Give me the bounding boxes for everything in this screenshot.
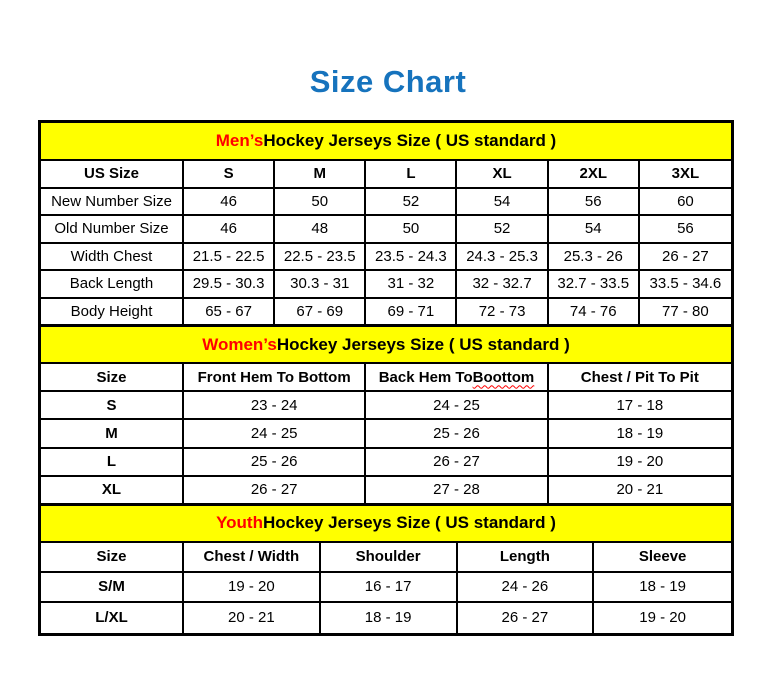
youth-cell: 20 - 21 bbox=[184, 603, 321, 633]
youth-size-cell: S/M bbox=[41, 573, 184, 603]
mens-cell: 46 bbox=[184, 216, 275, 244]
womens-cell: 24 - 25 bbox=[366, 392, 548, 420]
youth-cell: 19 - 20 bbox=[184, 573, 321, 603]
youth-section-header bbox=[41, 505, 731, 543]
womens-header-cell: Front Hem To Bottom bbox=[184, 364, 366, 392]
youth-cell: 18 - 19 bbox=[321, 603, 458, 633]
mens-header-cell: XL bbox=[457, 161, 548, 189]
mens-cell: 33.5 - 34.6 bbox=[640, 271, 731, 299]
page-title: Size Chart bbox=[309, 64, 467, 99]
youth-size-cell: L/XL bbox=[41, 603, 184, 633]
womens-size-cell: L bbox=[41, 449, 184, 477]
youth-title-rest: Hockey Jerseys Size ( US standard ) bbox=[262, 513, 556, 533]
mens-row-label: Body Height bbox=[41, 299, 184, 327]
youth-header-cell: Size bbox=[41, 543, 184, 573]
mens-cell: 24.3 - 25.3 bbox=[457, 244, 548, 272]
womens-section-header bbox=[41, 326, 731, 364]
mens-cell: 67 - 69 bbox=[275, 299, 366, 327]
womens-cell: 24 - 25 bbox=[184, 420, 366, 448]
mens-title-accent: Men’s bbox=[215, 131, 264, 150]
womens-cell: 19 - 20 bbox=[549, 449, 731, 477]
womens-cell: 25 - 26 bbox=[184, 449, 366, 477]
mens-cell: 48 bbox=[275, 216, 366, 244]
youth-header-cell: Chest / Width bbox=[184, 543, 321, 573]
womens-title-accent: Women’s bbox=[202, 334, 277, 354]
mens-cell: 50 bbox=[366, 216, 457, 244]
mens-cell: 56 bbox=[640, 216, 731, 244]
womens-cell: 20 - 21 bbox=[549, 477, 731, 505]
youth-header-cell: Shoulder bbox=[321, 543, 458, 573]
mens-cell: 69 - 71 bbox=[366, 299, 457, 327]
mens-cell: 74 - 76 bbox=[549, 299, 640, 327]
womens-cell: 26 - 27 bbox=[184, 477, 366, 505]
mens-table bbox=[41, 161, 731, 326]
mens-cell: 22.5 - 23.5 bbox=[275, 244, 366, 272]
mens-cell: 50 bbox=[275, 189, 366, 217]
womens-header-cell: Chest / Pit To Pit bbox=[549, 364, 731, 392]
mens-header-cell: L bbox=[366, 161, 457, 189]
womens-cell: 25 - 26 bbox=[366, 420, 548, 448]
mens-cell: 72 - 73 bbox=[457, 299, 548, 327]
mens-cell: 31 - 32 bbox=[366, 271, 457, 299]
mens-cell: 32 - 32.7 bbox=[457, 271, 548, 299]
womens-size-cell: XL bbox=[41, 477, 184, 505]
mens-cell: 32.7 - 33.5 bbox=[549, 271, 640, 299]
mens-cell: 54 bbox=[549, 216, 640, 244]
mens-row-label: New Number Size bbox=[41, 189, 184, 217]
back-hem-typo-word: Boottom bbox=[472, 368, 535, 386]
mens-cell: 25.3 - 26 bbox=[549, 244, 640, 272]
size-chart bbox=[38, 120, 734, 636]
mens-row-label: Back Length bbox=[41, 271, 184, 299]
mens-cell: 65 - 67 bbox=[184, 299, 275, 327]
womens-cell: 18 - 19 bbox=[549, 420, 731, 448]
mens-header-cell: US Size bbox=[41, 161, 184, 189]
womens-size-cell: M bbox=[41, 420, 184, 448]
youth-cell: 19 - 20 bbox=[639, 609, 686, 627]
mens-header-cell: 3XL bbox=[640, 161, 731, 189]
mens-header-cell: 2XL bbox=[549, 161, 640, 189]
mens-cell: 23.5 - 24.3 bbox=[366, 244, 457, 272]
womens-cell: 27 - 28 bbox=[366, 477, 548, 505]
youth-header-cell: Length bbox=[458, 543, 595, 573]
youth-cell: 16 - 17 bbox=[321, 573, 458, 603]
mens-cell: 54 bbox=[457, 189, 548, 217]
mens-cell: 26 - 27 bbox=[640, 244, 731, 272]
mens-cell: 46 bbox=[184, 189, 275, 217]
youth-header-cell: Sleeve bbox=[594, 543, 731, 573]
womens-header-cell: Size bbox=[41, 364, 184, 392]
mens-cell: 21.5 - 22.5 bbox=[184, 244, 275, 272]
mens-row-label: Old Number Size bbox=[41, 216, 184, 244]
mens-cell: 29.5 - 30.3 bbox=[184, 271, 275, 299]
mens-cell: 52 bbox=[457, 216, 548, 244]
back-hem-prefix: Back Hem To bbox=[378, 368, 473, 386]
mens-cell: 30.3 - 31 bbox=[275, 271, 366, 299]
youth-cell: 18 - 19 bbox=[594, 573, 731, 603]
mens-cell: 77 - 80 bbox=[640, 299, 731, 327]
womens-cell: 17 - 18 bbox=[549, 392, 731, 420]
womens-header-cell-back-hem bbox=[366, 364, 548, 392]
mens-section-header bbox=[41, 123, 731, 161]
mens-cell: 52 bbox=[366, 189, 457, 217]
youth-title-accent: Youth bbox=[216, 513, 263, 533]
womens-title-rest: Hockey Jerseys Size ( US standard ) bbox=[276, 334, 570, 354]
mens-cell: 56 bbox=[549, 189, 640, 217]
womens-size-cell: S bbox=[41, 392, 184, 420]
youth-table bbox=[41, 543, 731, 633]
mens-header-cell: M bbox=[275, 161, 366, 189]
womens-cell: 26 - 27 bbox=[366, 449, 548, 477]
youth-cell: 26 - 27 bbox=[458, 603, 595, 633]
youth-cell: 24 - 26 bbox=[458, 573, 595, 603]
womens-table bbox=[41, 364, 731, 505]
womens-cell: 23 - 24 bbox=[184, 392, 366, 420]
mens-cell: 60 bbox=[640, 189, 731, 217]
mens-row-label: Width Chest bbox=[41, 244, 184, 272]
mens-title-rest: Hockey Jerseys Size ( US standard ) bbox=[263, 131, 557, 150]
mens-header-cell: S bbox=[184, 161, 275, 189]
